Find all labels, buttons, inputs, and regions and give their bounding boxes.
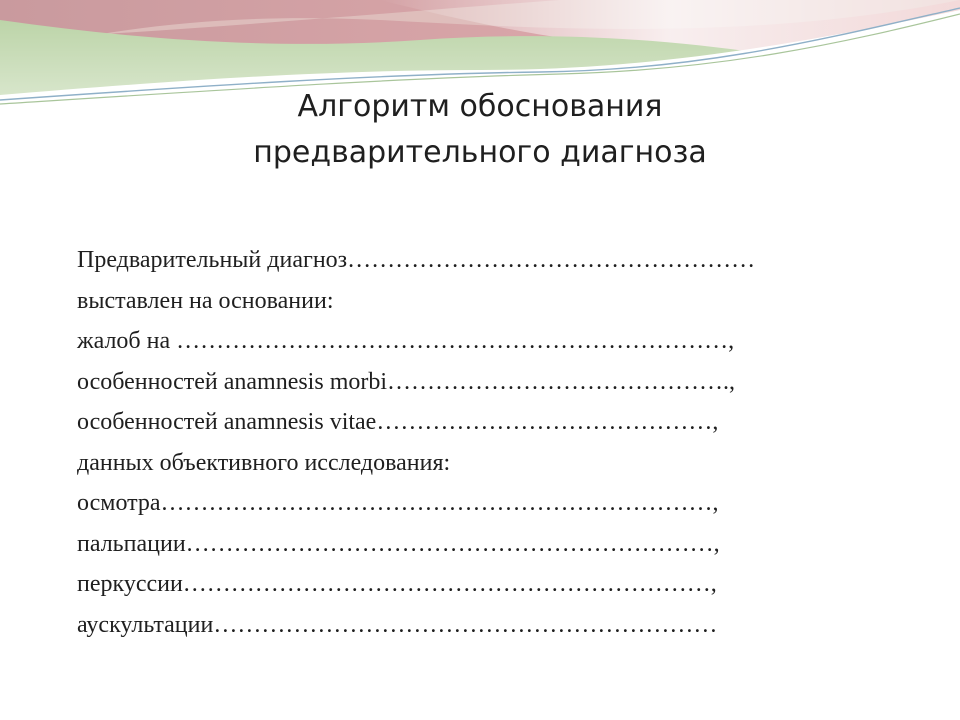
- body-line: особенностей anamnesis vitae……………………………………,: [77, 409, 719, 435]
- body-line: данных объективного исследования:: [77, 449, 451, 476]
- slide-title-line-1: Алгоритм обоснования: [297, 89, 663, 124]
- body-line: Предварительный диагноз……………………………………………: [77, 247, 756, 273]
- body-line: аускультации………………………………………………………: [77, 611, 718, 638]
- body-line: жалоб на ……………………………………………………………,: [77, 328, 735, 354]
- body-line: перкуссии…………………………………………………………,: [77, 571, 717, 597]
- slide-title: [180, 84, 780, 176]
- body-line: выставлен на основании:: [77, 287, 334, 314]
- body-line: особенностей anamnesis morbi…………………………………….,: [77, 368, 736, 395]
- body-line: пальпации…………………………………………………………,: [77, 530, 720, 557]
- slide-body: [77, 240, 917, 645]
- body-line: осмотра……………………………………………………………,: [77, 490, 719, 516]
- slide-title-line-2: предварительного диагноза: [253, 135, 707, 170]
